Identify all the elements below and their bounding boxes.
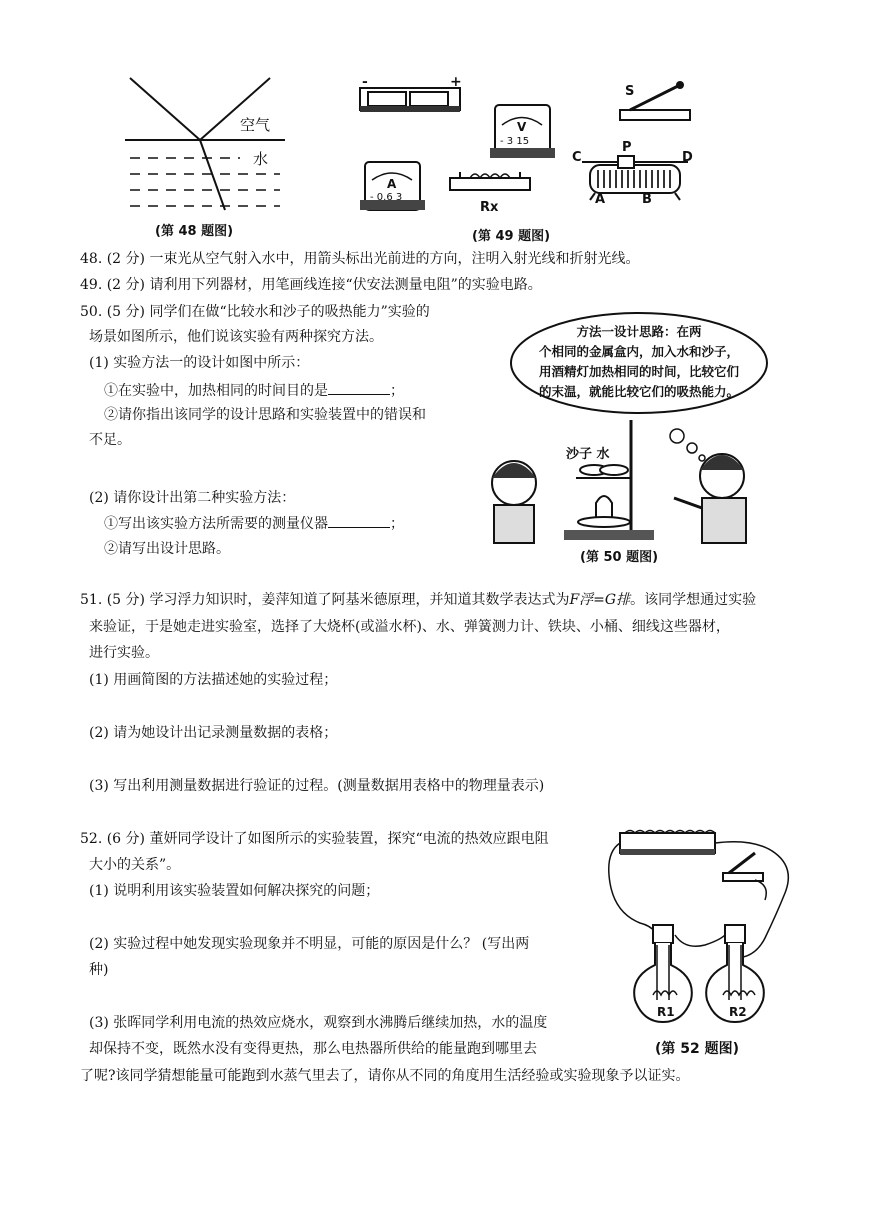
rheostat-a-label: A <box>595 192 606 207</box>
figure-52 <box>605 825 805 1065</box>
figure-48-caption: (第 48 题图) <box>155 224 234 239</box>
question-52-stem-1: 52. (6 分) 董妍同学设计了如图所示的实验装置，探究“电流的热效应跟电阻 <box>80 831 549 847</box>
answer-blank-2[interactable] <box>328 513 390 528</box>
bubble-line-1: 方法一设计思路：在两 <box>576 324 702 339</box>
thought-dot-1 <box>670 429 684 443</box>
question-51-line-2: 来验证，于是她走进实验室，选择了大烧杯(或溢水杯)、水、弹簧测力计、铁块、小桶、细线这些器材， <box>89 619 730 635</box>
question-50-stem-2: 场景如图所示，他们说该实验有两种探究方法。 <box>89 329 383 345</box>
figure-48-diagram <box>120 70 290 220</box>
question-51-part-2: (2) 请为她设计出记录测量数据的表格； <box>89 725 338 741</box>
resistor-rx <box>450 172 530 190</box>
switch-label: S <box>625 84 635 99</box>
heating-apparatus <box>564 420 654 540</box>
left-boy <box>492 461 536 543</box>
question-51-line-1 <box>80 590 756 610</box>
label-sand-water: 沙子 水 <box>566 447 610 462</box>
question-52-part-3-2: 却保持不变，既然水没有变得更热，那么电热器所供给的能量跑到哪里去 <box>89 1041 537 1057</box>
question-50-part-2b: ②请写出设计思路。 <box>104 541 230 557</box>
bubble-line-4: 的末温，就能比较它们的吸热能力。 <box>538 384 739 399</box>
battery-plus-label: + <box>450 74 462 90</box>
question-50-part-1a-end: ； <box>390 383 404 399</box>
question-52-part-2-2: 种) <box>89 962 109 978</box>
question-50-part-2a <box>104 513 404 534</box>
answer-blank-1[interactable] <box>328 380 390 395</box>
incident-line <box>130 78 200 140</box>
question-50-stem-1: 50. (5 分) 同学们在做“比较水和沙子的吸热能力”实验的 <box>80 304 430 320</box>
question-52-part-3-3: 了呢?该同学猜想能量可能跑到水蒸气里去了，请你从不同的角度用生活经验或实验现象予以证实。 <box>80 1068 690 1084</box>
voltmeter-letter: V <box>517 120 527 134</box>
question-49: 49. (2 分) 请利用下列器材，用笔画线连接“伏安法测量电阻”的实验电路。 <box>80 277 542 293</box>
figure-52-caption: (第 52 题图) <box>655 1041 740 1057</box>
rheostat-b-label: B <box>642 192 652 207</box>
battery <box>620 831 715 856</box>
battery <box>360 88 460 112</box>
label-water: 水 <box>250 148 271 169</box>
question-51-part-1: (1) 用画简图的方法描述她的实验过程； <box>89 672 338 688</box>
question-51-line-1b: 。该同学想通过实验 <box>630 592 757 608</box>
resistor-label: Rx <box>480 200 499 215</box>
question-50-part-1: (1) 实验方法一的设计如图中所示： <box>89 355 310 371</box>
buoyancy-formula: F浮=G排 <box>569 592 631 608</box>
question-52-part-2-1: (2) 实验过程中她发现实验现象并不明显，可能的原因是什么？ (写出两 <box>89 936 530 952</box>
wires <box>609 842 789 958</box>
figure-52-diagram <box>605 825 805 1040</box>
question-52-part-3-1: (3) 张晖同学利用电流的热效应烧水，观察到水沸腾后继续加热，水的温度 <box>89 1015 548 1031</box>
question-51-line-3: 进行实验。 <box>89 645 159 661</box>
bubble-line-3: 用酒精灯加热相同的时间，比较它们 <box>538 364 739 379</box>
refracted-line <box>200 140 225 210</box>
label-r1: R1 <box>657 1005 675 1019</box>
question-48: 48. (2 分) 一束光从空气射入水中，用箭头标出光前进的方向，注明入射光线和折射光线。 <box>80 251 640 267</box>
question-50-part-2a-text: ①写出该实验方法所需要的测量仪器 <box>104 516 328 532</box>
question-51-line-1a: 51. (5 分) 学习浮力知识时，姜萍知道了阿基米德原理，并知道其数学表达式为 <box>80 592 570 608</box>
figure-49-caption: (第 49 题图) <box>472 229 551 244</box>
label-air: 空气 <box>240 116 271 134</box>
question-50-part-1a <box>104 380 404 401</box>
ammeter-letter: A <box>387 177 397 191</box>
question-50-part-1b-2: 不足。 <box>89 432 131 448</box>
voltmeter-scale: - 3 15 <box>500 136 530 147</box>
switch <box>723 853 763 881</box>
label-r2: R2 <box>729 1005 747 1019</box>
question-50-part-1a-text: ①在实验中，加热相同的时间目的是 <box>104 383 328 399</box>
rheostat-d-label: D <box>682 150 693 165</box>
question-50-part-2a-end: ； <box>390 516 404 532</box>
figure-50-caption: (第 50 题图) <box>580 550 659 565</box>
question-50-part-2: (2) 请你设计出第二种实验方法： <box>89 490 296 506</box>
thought-dot-3 <box>699 455 705 461</box>
thought-dot-2 <box>687 443 697 453</box>
figure-49 <box>350 70 695 245</box>
ammeter-scale: - 0.6 3 <box>370 192 403 203</box>
bubble-line-2: 个相同的金属盒内，加入水和沙子， <box>538 344 739 359</box>
rheostat-c-label: C <box>572 150 582 165</box>
question-51-part-3: (3) 写出利用测量数据进行验证的过程。(测量数据用表格中的物理量表示) <box>89 778 545 794</box>
rheostat-p-label: P <box>622 140 632 155</box>
question-52-part-1: (1) 说明利用该实验装置如何解决探究的问题； <box>89 883 380 899</box>
right-boy <box>674 454 746 543</box>
battery-minus-label: - <box>362 74 368 90</box>
question-52-stem-2: 大小的关系”。 <box>89 857 181 873</box>
question-50-part-1b-1: ②请你指出该同学的设计思路和实验装置中的错误和 <box>104 407 426 423</box>
figure-50 <box>484 308 779 568</box>
figure-48 <box>120 70 290 240</box>
